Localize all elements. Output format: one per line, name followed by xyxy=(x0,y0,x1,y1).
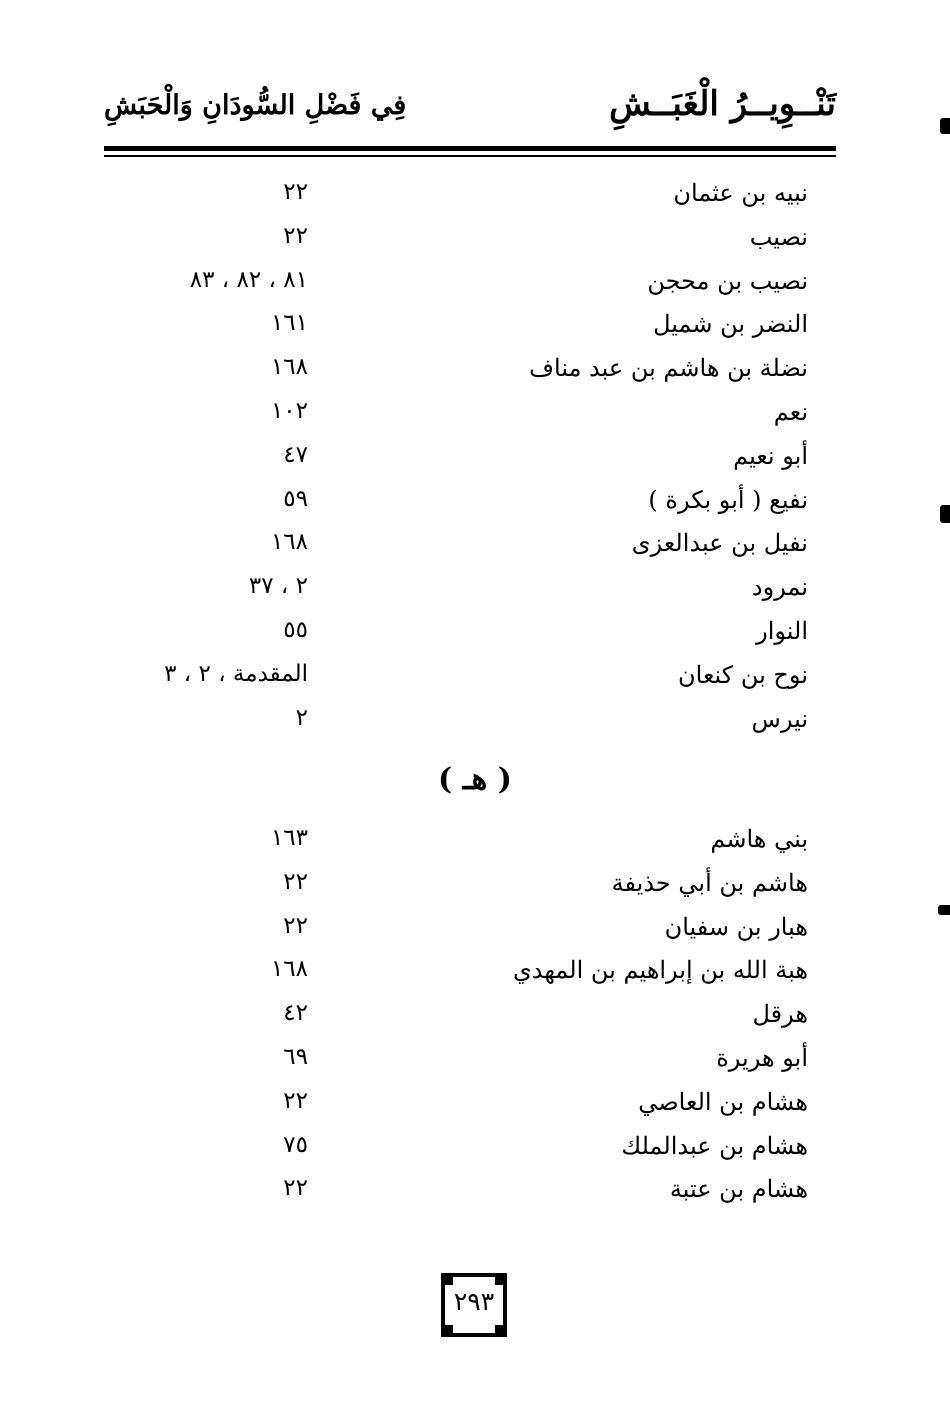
entry-name: أبو نعيم xyxy=(733,441,808,470)
index-entry xyxy=(140,869,808,913)
entry-pages: ١٦٨ xyxy=(270,354,308,381)
entry-name: هبة الله بن إبراهيم بن المهدي xyxy=(512,956,808,985)
index-entry xyxy=(140,705,808,749)
entry-pages: المقدمة ، ٢ ، ٣ xyxy=(164,660,308,687)
entry-name: نصيب xyxy=(749,222,808,251)
index-entry xyxy=(140,1044,808,1088)
index-entry xyxy=(140,267,808,311)
entry-name: نصيب بن محجن xyxy=(647,266,808,295)
entry-pages: ٧٥ xyxy=(283,1131,308,1158)
index-entry xyxy=(140,1175,808,1219)
entry-pages: ٨١ ، ٨٢ ، ٨٣ xyxy=(189,266,308,293)
entry-name: نفيع ( أبو بكرة ) xyxy=(648,485,808,514)
index-entry xyxy=(140,913,808,957)
entry-pages: ٦٩ xyxy=(283,1043,308,1070)
index-entry xyxy=(140,1088,808,1132)
entry-pages: ٢٢ xyxy=(283,1087,308,1114)
book-title: تَنْــوِيــرُ الْغَبَــشِ xyxy=(609,84,836,124)
entry-name: أبو هريرة xyxy=(716,1043,808,1072)
entry-name: هرقل xyxy=(752,1000,808,1029)
index-section-ha xyxy=(140,825,808,1219)
index-entry xyxy=(140,529,808,573)
entry-pages: ٢ ، ٣٧ xyxy=(248,573,308,600)
entry-pages: ٥٩ xyxy=(283,485,308,512)
index-entry xyxy=(140,661,808,705)
index-entry xyxy=(140,825,808,869)
entry-name: نفيل بن عبدالعزى xyxy=(631,529,808,558)
entry-name: النضر بن شميل xyxy=(653,310,808,339)
entry-name: نضلة بن هاشم بن عبد مناف xyxy=(529,354,808,383)
entry-pages: ١٦٨ xyxy=(270,529,308,556)
entry-pages: ١٠٢ xyxy=(270,397,308,424)
entry-pages: ١٦٣ xyxy=(270,825,308,851)
section-heading-ha: ( هـ ) xyxy=(438,762,512,797)
entry-name: هبار بن سفيان xyxy=(664,912,808,941)
entry-pages: ١٦٨ xyxy=(270,956,308,983)
index-entry xyxy=(140,354,808,398)
entry-pages: ٢٢ xyxy=(283,1175,308,1202)
header-rule-thin xyxy=(104,155,836,157)
index-entry xyxy=(140,1132,808,1176)
index-entry xyxy=(140,956,808,1000)
entry-pages: ٤٧ xyxy=(283,441,308,468)
entry-name: نعم xyxy=(773,397,808,426)
book-subtitle: فِي فَضْلِ السُّودَانِ وَالْحَبَشِ xyxy=(104,90,407,121)
scan-edge-mark xyxy=(940,505,950,523)
index-entry xyxy=(140,1000,808,1044)
frame-corner-ornament xyxy=(495,1277,503,1285)
entry-name: هشام بن العاصي xyxy=(638,1087,808,1116)
entry-pages: ١٦١ xyxy=(270,310,308,337)
frame-corner-ornament xyxy=(445,1325,453,1333)
entry-name: نبيه بن عثمان xyxy=(673,179,808,207)
entry-pages: ٢٢ xyxy=(283,912,308,939)
scan-edge-mark xyxy=(938,905,950,915)
entry-pages: ٥٥ xyxy=(283,616,308,643)
entry-name: بني هاشم xyxy=(710,825,808,853)
entry-name: نمرود xyxy=(751,573,808,602)
running-header xyxy=(104,84,836,140)
index-entry xyxy=(140,486,808,530)
index-entry xyxy=(140,310,808,354)
entry-name: هاشم بن أبي حذيفة xyxy=(611,868,808,897)
frame-corner-ornament xyxy=(445,1277,453,1285)
entry-name: هشام بن عبدالملك xyxy=(621,1131,808,1160)
entry-pages: ٢٢ xyxy=(283,179,308,205)
index-entry xyxy=(140,617,808,661)
page-number: ٢٩٣ xyxy=(453,1287,495,1316)
entry-name: نيرس xyxy=(751,704,808,733)
entry-pages: ٢٢ xyxy=(283,868,308,895)
entry-name: النوار xyxy=(756,616,808,645)
entry-pages: ٤٢ xyxy=(283,1000,308,1027)
header-rule-thick xyxy=(104,146,836,151)
entry-pages: ٢ xyxy=(295,704,308,731)
frame-corner-ornament xyxy=(495,1325,503,1333)
index-entry xyxy=(140,398,808,442)
scan-edge-mark xyxy=(940,118,950,134)
index-section-nun xyxy=(140,179,808,748)
index-entry xyxy=(140,573,808,617)
index-entry xyxy=(140,223,808,267)
entry-name: نوح بن كنعان xyxy=(678,660,808,689)
index-entry xyxy=(140,179,808,223)
entry-pages: ٢٢ xyxy=(283,222,308,249)
page-number-frame xyxy=(441,1273,507,1337)
entry-name: هشام بن عتبة xyxy=(669,1175,808,1204)
index-entry xyxy=(140,442,808,486)
